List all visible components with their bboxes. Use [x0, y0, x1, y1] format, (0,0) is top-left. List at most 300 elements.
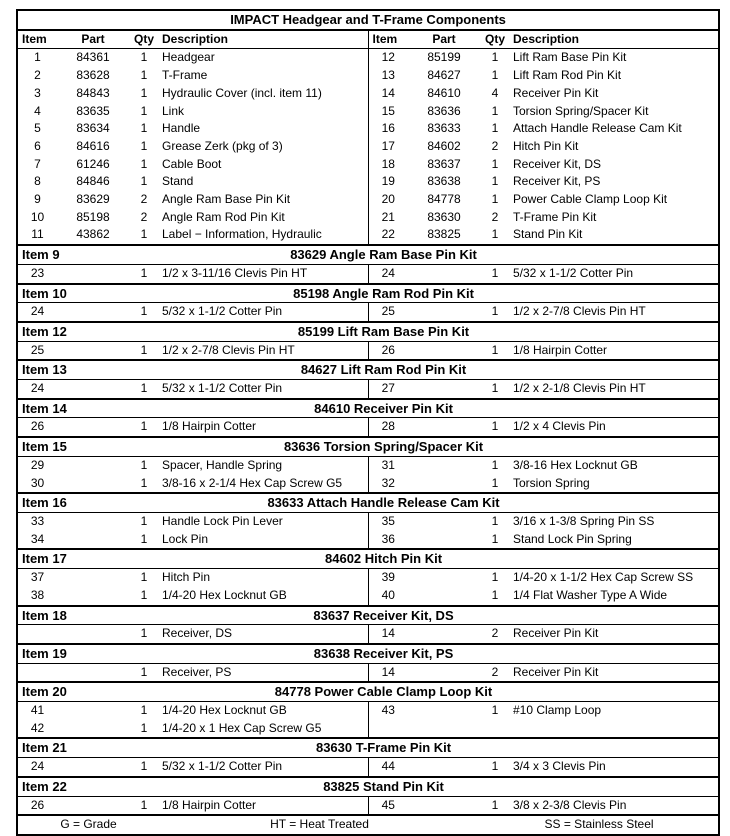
- kit-item: Item 12: [17, 322, 129, 341]
- quantity: 1: [491, 342, 499, 357]
- kit-item: Item 20: [17, 682, 129, 701]
- item-number: 12: [381, 50, 395, 65]
- part-number: [57, 663, 129, 682]
- legend-heat-treated: HT = Heat Treated: [159, 815, 480, 835]
- part-number: 84778: [427, 192, 461, 207]
- part-number: [57, 341, 129, 360]
- description: Angle Ram Rod Pin Kit: [159, 209, 368, 227]
- item-number: 40: [381, 587, 395, 602]
- quantity: 2: [491, 626, 499, 641]
- kit-row: [17, 758, 719, 777]
- kit-item: Item 15: [17, 437, 129, 456]
- item-number: 24: [30, 304, 45, 319]
- description: Link: [159, 103, 368, 121]
- table-row: [17, 103, 719, 121]
- item-number: 4: [34, 103, 41, 118]
- description: 1/2 x 3-11/16 Clevis Pin HT: [159, 264, 368, 283]
- table-row: [17, 191, 719, 209]
- table-row: [17, 156, 719, 174]
- quantity: 1: [491, 531, 499, 546]
- item-number: 16: [381, 121, 395, 136]
- item-number: 8: [34, 174, 41, 189]
- quantity: 1: [140, 531, 148, 546]
- quantity: 1: [140, 103, 148, 118]
- table-row: [17, 138, 719, 156]
- item-number: [17, 625, 57, 644]
- table-row: [17, 49, 719, 67]
- kit-name: 83637 Receiver Kit, DS: [129, 606, 719, 625]
- kit-row: [17, 456, 719, 474]
- part-number: 83635: [76, 103, 110, 118]
- part-number: 83637: [427, 156, 461, 171]
- item-number: [368, 720, 408, 739]
- description: 1/8 Hairpin Cotter: [159, 418, 368, 437]
- kit-name: 83825 Stand Pin Kit: [129, 777, 719, 796]
- quantity: 4: [491, 85, 499, 100]
- kit-item: Item 19: [17, 644, 129, 663]
- part-number: [57, 512, 129, 530]
- quantity: 1: [140, 570, 148, 585]
- kit-name: 84610 Receiver Pin Kit: [129, 399, 719, 418]
- item-number: 39: [381, 570, 395, 585]
- item-number: 3: [34, 85, 41, 100]
- kit-row: [17, 475, 719, 494]
- kit-header: [17, 322, 719, 341]
- item-number: 25: [381, 304, 395, 319]
- description: Headgear: [159, 49, 368, 67]
- kit-name: 85199 Lift Ram Base Pin Kit: [129, 322, 719, 341]
- quantity: 1: [140, 457, 148, 472]
- kit-header: [17, 437, 719, 456]
- kit-row: [17, 587, 719, 606]
- item-number: 41: [30, 703, 45, 718]
- description: Receiver Pin Kit: [513, 664, 599, 679]
- kit-name: 84627 Lift Ram Rod Pin Kit: [129, 360, 719, 379]
- header-item: Item: [17, 30, 57, 49]
- quantity: 1: [491, 50, 499, 65]
- item-number: 1: [34, 50, 41, 65]
- part-number: 84610: [427, 85, 461, 100]
- item-number: 24: [30, 759, 45, 774]
- item-number: 26: [381, 342, 395, 357]
- kit-row: [17, 569, 719, 587]
- quantity: 1: [491, 457, 499, 472]
- kit-item: Item 22: [17, 777, 129, 796]
- part-number: 84361: [76, 50, 110, 65]
- quantity: 1: [140, 587, 148, 602]
- legend-stainless-steel: SS = Stainless Steel: [480, 815, 719, 835]
- quantity: 1: [140, 664, 148, 679]
- part-number: [408, 475, 480, 494]
- part-number: 85198: [76, 209, 110, 224]
- header-part: Part: [57, 30, 129, 49]
- kit-header: [17, 738, 719, 757]
- description: Hydraulic Cover (incl. item 11): [159, 85, 368, 103]
- quantity: 1: [140, 626, 148, 641]
- part-number: [408, 512, 480, 530]
- table-row: [17, 120, 719, 138]
- kit-item: Item 21: [17, 738, 129, 757]
- quantity: 1: [140, 265, 148, 280]
- item-number: 23: [30, 265, 45, 280]
- item-number: 19: [381, 174, 395, 189]
- item-number: 9: [34, 192, 41, 207]
- description: 3/16 x 1-3/8 Spring Pin SS: [513, 513, 655, 528]
- description: 3/8 x 2-3/8 Clevis Pin: [513, 797, 627, 812]
- part-number: 84602: [427, 138, 461, 153]
- part-number: [408, 663, 480, 682]
- kit-row: [17, 341, 719, 360]
- kit-header: [17, 399, 719, 418]
- item-number: 43: [381, 703, 395, 718]
- quantity: 1: [140, 121, 148, 136]
- description: Hitch Pin Kit: [513, 138, 579, 153]
- quantity: 2: [140, 192, 148, 207]
- quantity: 1: [491, 156, 499, 171]
- kit-item: Item 18: [17, 606, 129, 625]
- quantity: 1: [491, 513, 499, 528]
- part-number: 43862: [76, 227, 110, 242]
- item-number: 29: [30, 457, 45, 472]
- quantity: 2: [491, 138, 499, 153]
- item-number: 14: [381, 85, 395, 100]
- kit-row: [17, 625, 719, 644]
- description: [510, 720, 719, 739]
- description: Lock Pin: [159, 531, 368, 550]
- kit-row: [17, 702, 719, 720]
- description: 5/32 x 1-1/2 Cotter Pin: [159, 758, 368, 777]
- quantity: 2: [140, 209, 148, 224]
- table-row: [17, 209, 719, 227]
- item-number: 45: [381, 797, 395, 812]
- header-description: Description: [510, 30, 719, 49]
- part-number: [408, 264, 480, 283]
- part-number: [408, 702, 480, 720]
- kit-header: [17, 606, 719, 625]
- kit-name: 83629 Angle Ram Base Pin Kit: [129, 245, 719, 264]
- part-number: [408, 720, 480, 739]
- kit-item: Item 14: [17, 399, 129, 418]
- quantity: 1: [140, 475, 148, 490]
- quantity: 1: [491, 381, 499, 396]
- part-number: [57, 303, 129, 322]
- description: Stand Lock Pin Spring: [513, 531, 632, 546]
- table-row: [17, 173, 719, 191]
- item-number: 21: [381, 209, 395, 224]
- item-number: 18: [381, 156, 395, 171]
- description: 1/2 x 2-7/8 Clevis Pin HT: [159, 341, 368, 360]
- part-number: 61246: [76, 156, 110, 171]
- quantity: 1: [140, 703, 148, 718]
- item-number: 30: [30, 475, 45, 490]
- quantity: 1: [140, 50, 148, 65]
- description: 1/2 x 2-1/8 Clevis Pin HT: [513, 381, 646, 396]
- description: Label − Information, Hydraulic: [159, 226, 368, 245]
- part-number: [57, 475, 129, 494]
- kit-item: Item 16: [17, 493, 129, 512]
- description: 5/32 x 1-1/2 Cotter Pin: [159, 380, 368, 399]
- item-number: 44: [381, 759, 395, 774]
- description: Torsion Spring: [513, 475, 590, 490]
- description: Receiver Pin Kit: [513, 85, 599, 100]
- quantity: 1: [140, 227, 148, 242]
- kit-name: 85198 Angle Ram Rod Pin Kit: [129, 284, 719, 303]
- item-number: 22: [381, 227, 395, 242]
- kit-header: [17, 777, 719, 796]
- part-number: [57, 625, 129, 644]
- legend-grade: G = Grade: [17, 815, 159, 835]
- kit-item: Item 9: [17, 245, 129, 264]
- item-number: 24: [30, 381, 45, 396]
- description: Receiver, DS: [159, 625, 368, 644]
- part-number: 84846: [76, 174, 110, 189]
- description: 5/32 x 1-1/2 Cotter Pin: [513, 265, 634, 280]
- description: Receiver, PS: [159, 663, 368, 682]
- quantity: 2: [491, 664, 499, 679]
- part-number: 84616: [76, 138, 110, 153]
- item-number: 26: [30, 797, 45, 812]
- kit-name: 83638 Receiver Kit, PS: [129, 644, 719, 663]
- quantity: 1: [140, 381, 148, 396]
- description: Lift Ram Base Pin Kit: [513, 50, 627, 65]
- description: 3/8-16 Hex Locknut GB: [513, 457, 638, 472]
- quantity: 2: [491, 209, 499, 224]
- table-row: [17, 67, 719, 85]
- quantity: 1: [140, 156, 148, 171]
- kit-row: [17, 512, 719, 530]
- item-number: 34: [30, 531, 45, 546]
- part-number: 85199: [427, 50, 461, 65]
- part-number: [408, 456, 480, 474]
- description: 1/4-20 x 1-1/2 Hex Cap Screw SS: [513, 570, 694, 585]
- part-number: [408, 587, 480, 606]
- parts-table: [16, 9, 720, 836]
- quantity: 1: [491, 304, 499, 319]
- part-number: [57, 380, 129, 399]
- part-number: [57, 569, 129, 587]
- kit-row: [17, 264, 719, 283]
- item-number: 38: [30, 587, 45, 602]
- description: 1/8 Hairpin Cotter: [513, 342, 608, 357]
- header-item: Item: [368, 30, 408, 49]
- description: Handle: [159, 120, 368, 138]
- description: Spacer, Handle Spring: [159, 456, 368, 474]
- kit-header: [17, 360, 719, 379]
- header-part: Part: [408, 30, 480, 49]
- item-number: 10: [30, 209, 45, 224]
- quantity: 1: [140, 68, 148, 83]
- part-number: 83636: [427, 103, 461, 118]
- description: 1/2 x 2-7/8 Clevis Pin HT: [513, 304, 646, 319]
- part-number: [408, 380, 480, 399]
- part-number: [408, 758, 480, 777]
- description: Handle Lock Pin Lever: [159, 512, 368, 530]
- kit-row: [17, 663, 719, 682]
- item-number: 32: [381, 475, 395, 490]
- kit-header: [17, 549, 719, 568]
- item-number: 13: [381, 68, 395, 83]
- description: 1/2 x 4 Clevis Pin: [513, 419, 606, 434]
- item-number: [17, 663, 57, 682]
- part-number: 83634: [76, 121, 110, 136]
- part-number: 83628: [76, 68, 110, 83]
- part-number: 83825: [427, 227, 461, 242]
- description: Receiver Kit, PS: [513, 174, 601, 189]
- item-number: 20: [381, 192, 395, 207]
- description: T-Frame Pin Kit: [513, 209, 597, 224]
- item-number: 26: [30, 419, 45, 434]
- part-number: [408, 531, 480, 550]
- part-number: [408, 625, 480, 644]
- kit-name: 83633 Attach Handle Release Cam Kit: [129, 493, 719, 512]
- part-number: [57, 720, 129, 739]
- description: Power Cable Clamp Loop Kit: [513, 192, 668, 207]
- kit-item: Item 17: [17, 549, 129, 568]
- description: Stand: [159, 173, 368, 191]
- quantity: 1: [491, 174, 499, 189]
- quantity: 1: [491, 121, 499, 136]
- part-number: [408, 341, 480, 360]
- kit-row: [17, 531, 719, 550]
- item-number: 24: [381, 265, 395, 280]
- kit-row: [17, 380, 719, 399]
- quantity: 1: [140, 419, 148, 434]
- part-number: [57, 531, 129, 550]
- description: Grease Zerk (pkg of 3): [159, 138, 368, 156]
- kit-row: [17, 418, 719, 437]
- description: Hitch Pin: [159, 569, 368, 587]
- description: Stand Pin Kit: [513, 227, 583, 242]
- item-number: 17: [381, 138, 395, 153]
- description: Receiver Pin Kit: [513, 626, 599, 641]
- description: 3/8-16 x 2-1/4 Hex Cap Screw G5: [159, 475, 368, 494]
- part-number: [408, 569, 480, 587]
- item-number: 6: [34, 138, 41, 153]
- item-number: 25: [30, 342, 45, 357]
- part-number: [408, 303, 480, 322]
- quantity: 1: [140, 85, 148, 100]
- part-number: [57, 418, 129, 437]
- quantity: 1: [140, 174, 148, 189]
- kit-row: [17, 720, 719, 739]
- item-number: 5: [34, 121, 41, 136]
- kit-name: 84602 Hitch Pin Kit: [129, 549, 719, 568]
- quantity: 1: [140, 304, 148, 319]
- part-number: [57, 587, 129, 606]
- description: Receiver Kit, DS: [513, 156, 602, 171]
- description: Torsion Spring/Spacer Kit: [513, 103, 649, 118]
- header-qty: Qty: [129, 30, 159, 49]
- header-qty: Qty: [480, 30, 510, 49]
- part-number: 83629: [76, 192, 110, 207]
- quantity: 1: [491, 227, 499, 242]
- description: 3/4 x 3 Clevis Pin: [513, 759, 606, 774]
- description: 1/4-20 x 1 Hex Cap Screw G5: [159, 720, 368, 739]
- item-number: 27: [381, 381, 395, 396]
- kit-item: Item 13: [17, 360, 129, 379]
- kit-name: 83630 T-Frame Pin Kit: [129, 738, 719, 757]
- quantity: 1: [491, 703, 499, 718]
- quantity: 1: [491, 103, 499, 118]
- quantity: 1: [491, 587, 499, 602]
- quantity: 1: [491, 759, 499, 774]
- item-number: 36: [381, 531, 395, 546]
- item-number: 28: [381, 419, 395, 434]
- item-number: 2: [34, 68, 41, 83]
- part-number: [57, 758, 129, 777]
- description: 1/4-20 Hex Locknut GB: [159, 702, 368, 720]
- quantity: 1: [140, 797, 148, 812]
- part-number: [57, 456, 129, 474]
- item-number: 33: [30, 513, 45, 528]
- kit-header: [17, 682, 719, 701]
- quantity: [480, 720, 510, 739]
- kit-header: [17, 644, 719, 663]
- quantity: 1: [491, 265, 499, 280]
- part-number: [57, 702, 129, 720]
- description: #10 Clamp Loop: [513, 703, 602, 718]
- item-number: 7: [34, 156, 41, 171]
- quantity: 1: [140, 513, 148, 528]
- kit-name: 83636 Torsion Spring/Spacer Kit: [129, 437, 719, 456]
- kit-header: [17, 284, 719, 303]
- quantity: 1: [140, 759, 148, 774]
- item-number: 11: [31, 227, 44, 242]
- part-number: [408, 418, 480, 437]
- description: Angle Ram Base Pin Kit: [159, 191, 368, 209]
- description: Attach Handle Release Cam Kit: [513, 121, 682, 136]
- quantity: 1: [140, 720, 148, 735]
- quantity: 1: [491, 797, 499, 812]
- quantity: 1: [491, 68, 499, 83]
- item-number: 37: [30, 570, 45, 585]
- kit-header: [17, 245, 719, 264]
- part-number: 83638: [427, 174, 461, 189]
- quantity: 1: [491, 192, 499, 207]
- quantity: 1: [491, 419, 499, 434]
- legend-row: [17, 815, 719, 835]
- item-number: 14: [381, 626, 395, 641]
- kit-header: [17, 493, 719, 512]
- header-description: Description: [159, 30, 368, 49]
- part-number: 83630: [427, 209, 461, 224]
- quantity: 1: [140, 342, 148, 357]
- part-number: 84627: [427, 68, 461, 83]
- item-number: 31: [381, 457, 395, 472]
- description: 5/32 x 1-1/2 Cotter Pin: [159, 303, 368, 322]
- kit-name: 84778 Power Cable Clamp Loop Kit: [129, 682, 719, 701]
- description: T-Frame: [159, 67, 368, 85]
- item-number: 35: [381, 513, 395, 528]
- quantity: 1: [491, 570, 499, 585]
- quantity: 1: [491, 475, 499, 490]
- kit-row: [17, 303, 719, 322]
- quantity: 1: [140, 138, 148, 153]
- part-number: [57, 264, 129, 283]
- table-title: IMPACT Headgear and T-Frame Components: [17, 10, 719, 30]
- description: 1/4-20 Hex Locknut GB: [159, 587, 368, 606]
- description: Lift Ram Rod Pin Kit: [513, 68, 622, 83]
- part-number: 84843: [76, 85, 110, 100]
- description: 1/8 Hairpin Cotter: [159, 796, 368, 815]
- description: 1/4 Flat Washer Type A Wide: [513, 587, 668, 602]
- item-number: 15: [381, 103, 395, 118]
- kit-item: Item 10: [17, 284, 129, 303]
- item-number: 42: [30, 720, 45, 735]
- table-row: [17, 85, 719, 103]
- table-row: [17, 226, 719, 245]
- description: Cable Boot: [159, 156, 368, 174]
